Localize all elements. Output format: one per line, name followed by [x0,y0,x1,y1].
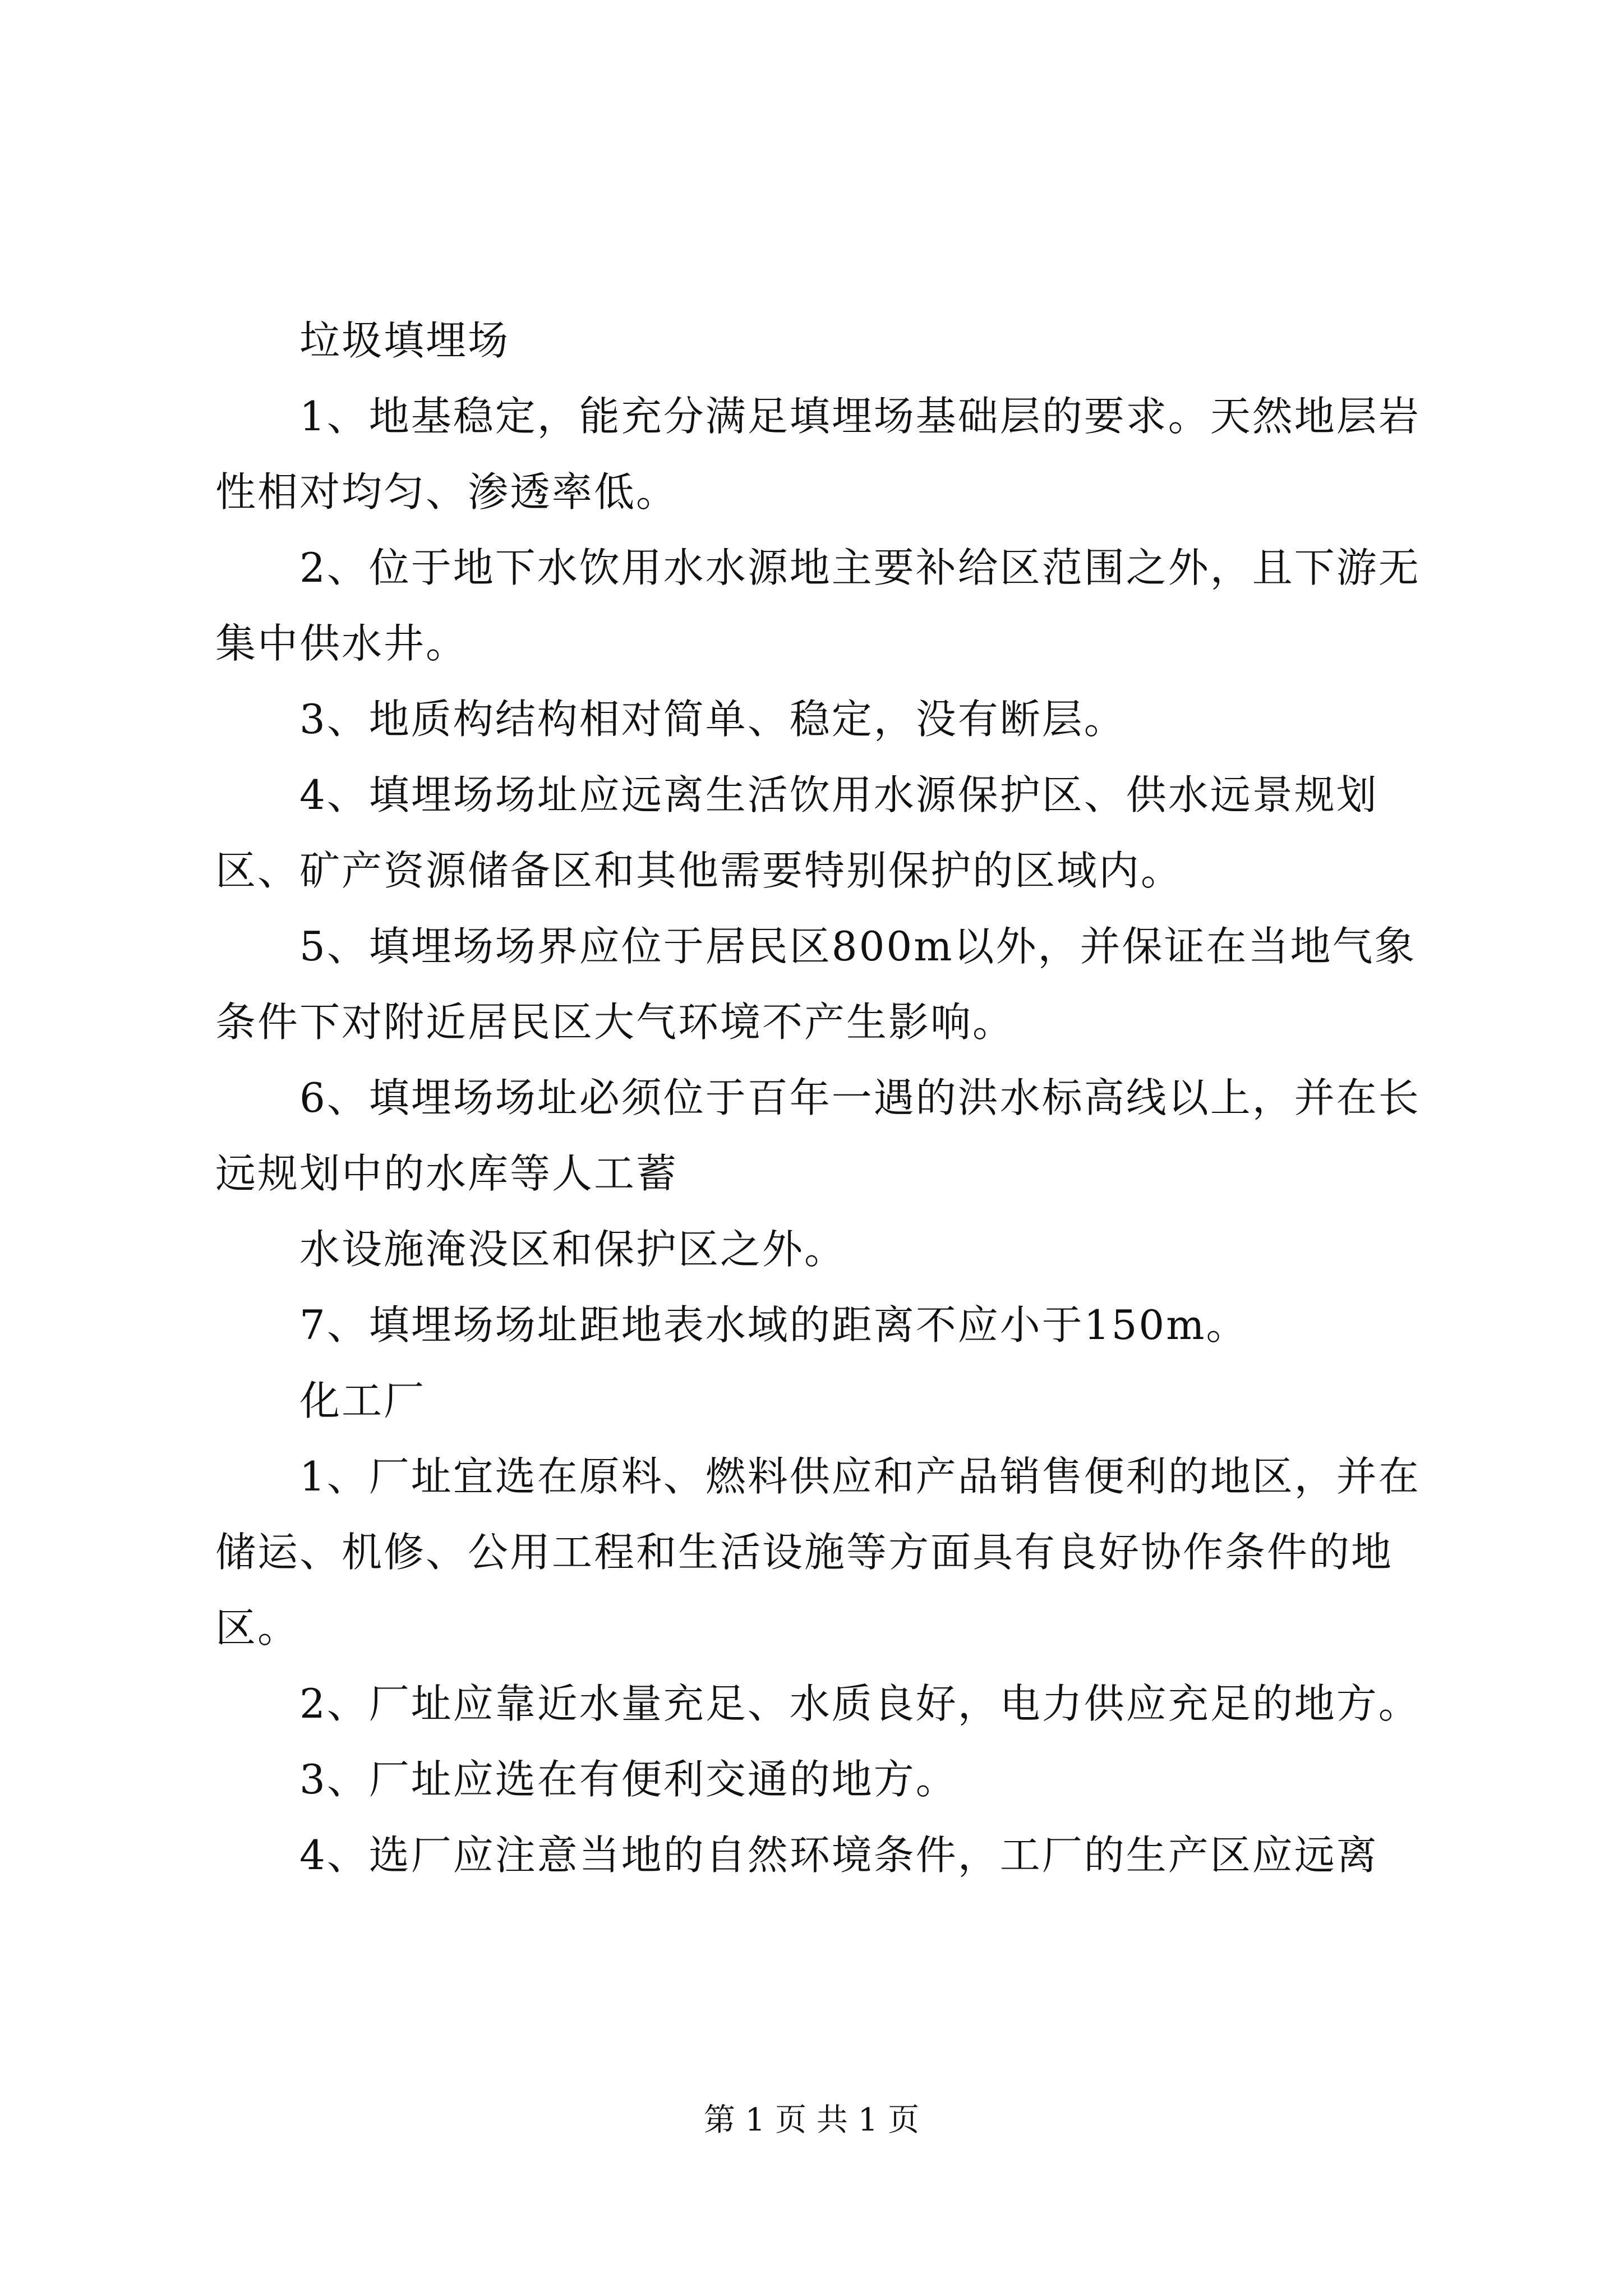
paragraph-chemical-2: 2、厂址应靠近水量充足、水质良好，电力供应充足的地方。 [299,1680,1421,1727]
section-heading-landfill: 垃圾填埋场 [299,317,510,364]
section-heading-chemical-plant: 化工厂 [299,1377,426,1424]
paragraph-landfill-2: 2、位于地下水饮用水水源地主要补给区范围之外，且下游无集中供水井。 [215,544,1421,667]
paragraph-landfill-1: 1、地基稳定，能充分满足填埋场基础层的要求。天然地层岩性相对均匀、渗透率低。 [215,393,1421,516]
paragraph-chemical-3: 3、厂址应选在有便利交通的地方。 [299,1756,958,1803]
paragraph-landfill-5: 5、填埋场场界应位于居民区800m以外，并保证在当地气象条件下对附近居民区大气环境不产生影响。 [215,923,1417,1046]
paragraph-chemical-1: 1、厂址宜选在原料、燃料供应和产品销售便利的地区，并在储运、机修、公用工程和生活设施等方面具有良好协作条件的地区。 [215,1453,1421,1651]
paragraph-landfill-3: 3、地质构结构相对简单、稳定，没有断层。 [299,696,1126,743]
paragraph-landfill-6: 6、填埋场场址必须位于百年一遇的洪水标高线以上，并在长远规划中的水库等人工蓄 [215,1074,1421,1197]
document-body [215,303,1427,1893]
paragraph-landfill-4: 4、填埋场场址应远离生活饮用水源保护区、供水远景规划区、矿产资源储备区和其他需要特别保护的区域内。 [215,771,1378,894]
paragraph-chemical-4: 4、选厂应注意当地的自然环境条件，工厂的生产区应远离 [299,1832,1378,1879]
page-footer: 第 1 页 共 1 页 [703,2102,920,2138]
paragraph-landfill-7: 7、填埋场场址距地表水域的距离不应小于150m。 [299,1301,1248,1349]
paragraph-landfill-6-continued: 水设施淹没区和保护区之外。 [299,1226,847,1273]
